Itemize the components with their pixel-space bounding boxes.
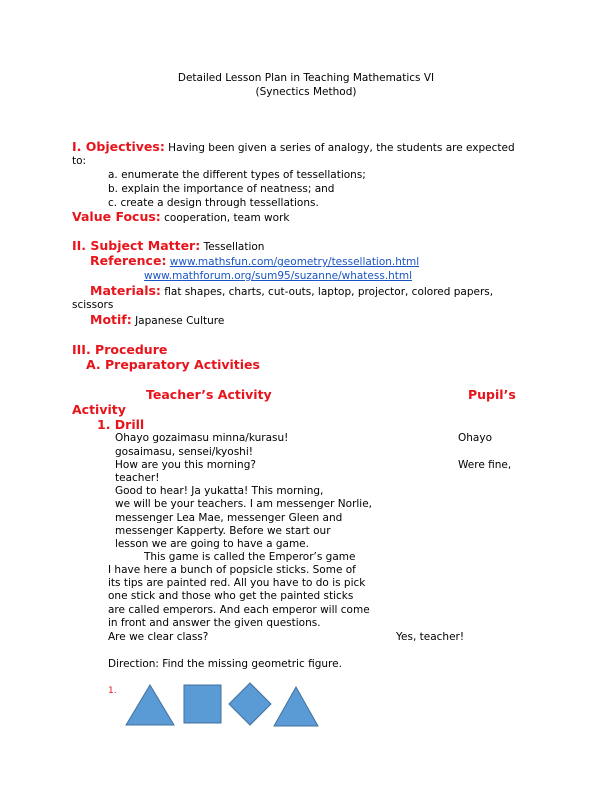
teacher-line: its tips are painted red. All you have to do is pick: [108, 577, 366, 589]
subject-matter-text: Tessellation: [203, 241, 265, 253]
teacher-line: Ohayo gozaimasu minna/kurasu!: [115, 432, 289, 444]
value-focus-line: [72, 210, 289, 225]
value-focus-label: Value Focus:: [72, 209, 161, 224]
materials-line: [90, 284, 493, 299]
reference-label: Reference:: [90, 253, 167, 268]
materials-text: flat shapes, charts, cut-outs, laptop, projector, colored papers,: [164, 286, 494, 298]
pupil-column-heading: Pupil’s: [468, 387, 516, 402]
teacher-line: messenger Lea Mae, messenger Gleen and: [115, 512, 343, 524]
teacher-line: are called emperors. And each emperor will come: [108, 604, 370, 616]
objective-item-a: a. enumerate the different types of tessellations;: [108, 169, 366, 181]
teacher-line: we will be your teachers. I am messenger Norlie,: [115, 498, 373, 510]
triangle-icon: [126, 685, 174, 725]
teacher-line: This game is called the Emperor’s game: [144, 551, 356, 563]
teacher-line: Good to hear! Ja yukatta! This morning,: [115, 485, 324, 497]
teacher-line: Are we clear class?: [108, 631, 209, 643]
pupil-column-heading-cont: Activity: [72, 402, 126, 417]
reference-link-2[interactable]: www.mathforum.org/sum95/suzanne/whatess.html: [144, 270, 413, 282]
document-subtitle: (Synectics Method): [255, 86, 357, 98]
reference-line: [90, 254, 419, 269]
teacher-line: messenger Kapperty. Before we start our: [115, 525, 331, 537]
objective-item-c: c. create a design through tessellations.: [108, 197, 319, 209]
teacher-line: I have here a bunch of popsicle sticks. Some of: [108, 564, 356, 576]
teacher-line: lesson we are going to have a game.: [115, 538, 309, 550]
objectives-intro: Having been given a series of analogy, the students are expected: [168, 142, 515, 154]
teacher-line: in front and answer the given questions.: [108, 617, 321, 629]
pupil-response: Yes, teacher!: [396, 631, 465, 643]
triangle-icon: [274, 687, 318, 726]
pupil-response: Were fine,: [458, 459, 512, 471]
direction-text: Direction: Find the missing geometric figure.: [108, 658, 342, 670]
subject-matter-heading: II. Subject Matter:: [72, 238, 201, 253]
motif-label: Motif:: [90, 312, 132, 327]
objective-item-b: b. explain the importance of neatness; and: [108, 183, 335, 195]
objectives-line: [72, 140, 515, 155]
motif-line: [90, 313, 224, 328]
subject-matter-line: [72, 239, 264, 254]
materials-text-cont: scissors: [72, 299, 114, 311]
teacher-line: gosaimasu, sensei/kyoshi!: [115, 446, 253, 458]
diamond-icon: [229, 683, 271, 725]
procedure-heading: III. Procedure: [72, 342, 168, 357]
square-icon: [184, 685, 221, 723]
teacher-column-heading: Teacher’s Activity: [146, 387, 272, 402]
teacher-line: How are you this morning?: [115, 459, 256, 471]
teacher-line: teacher!: [115, 472, 160, 484]
drill-heading: 1. Drill: [97, 417, 145, 432]
question-number: 1.: [108, 686, 117, 696]
objectives-intro-cont: to:: [72, 155, 87, 167]
reference-link-1[interactable]: www.mathsfun.com/geometry/tessellation.html: [169, 256, 420, 268]
preparatory-heading: A. Preparatory Activities: [86, 357, 260, 372]
materials-label: Materials:: [90, 283, 161, 298]
objectives-heading: I. Objectives:: [72, 139, 165, 154]
shape-sequence: [124, 680, 324, 728]
value-focus-text: cooperation, team work: [164, 212, 290, 224]
document-title: Detailed Lesson Plan in Teaching Mathematics VI: [177, 72, 435, 84]
pupil-response: Ohayo: [458, 432, 492, 444]
motif-text: Japanese Culture: [135, 315, 225, 327]
teacher-line: one stick and those who get the painted sticks: [108, 590, 354, 602]
